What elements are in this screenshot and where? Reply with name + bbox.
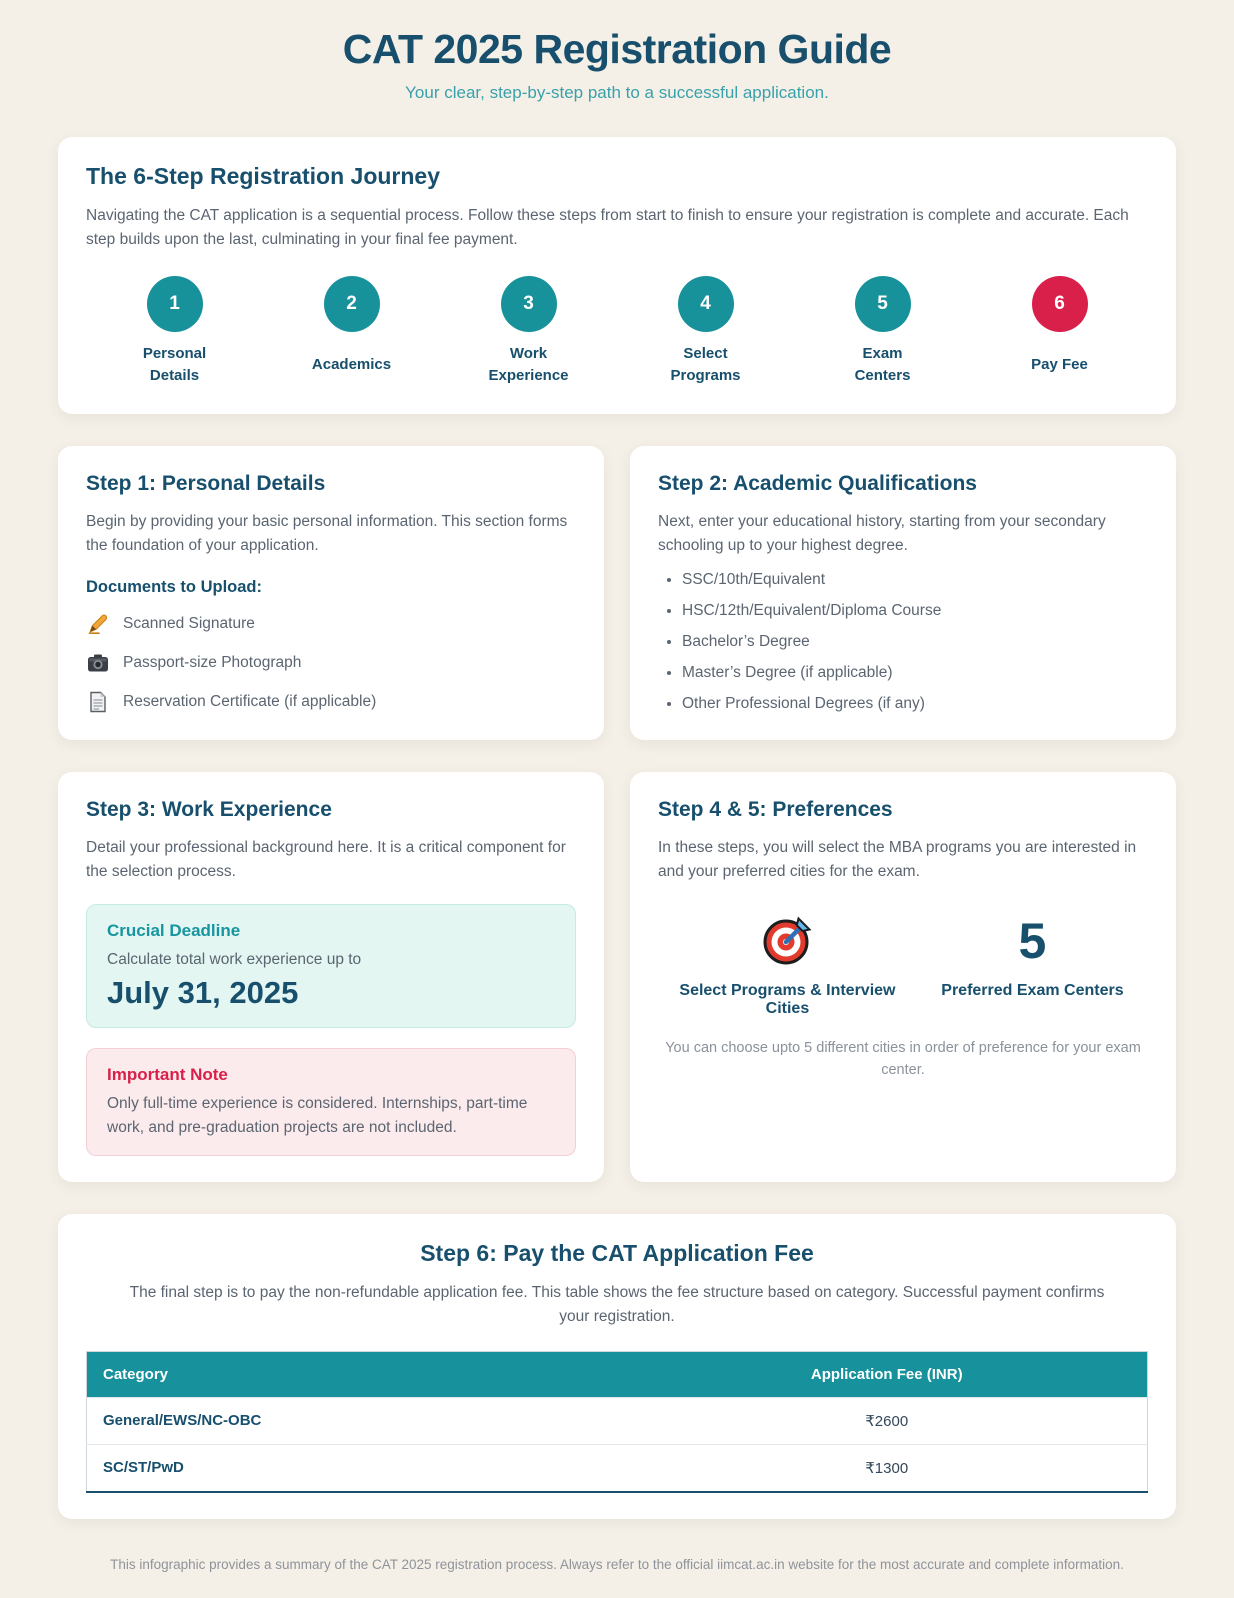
- document-item-photo: [86, 651, 576, 675]
- step-number-badge: 6: [1032, 276, 1088, 332]
- journey-step-1: [86, 276, 263, 388]
- exam-centers-label: Preferred Exam Centers: [941, 982, 1124, 1000]
- preferences-footnote: You can choose upto 5 different cities in order of preference for your exam center.: [665, 1040, 1141, 1078]
- deadline-title: Crucial Deadline: [107, 921, 241, 941]
- document-label: Reservation Certificate (if applicable): [123, 693, 377, 711]
- fee-cell: ₹1300: [626, 1444, 1147, 1492]
- journey-step-4: [617, 276, 794, 388]
- step3-description: Detail your professional background here. It is a critical component for the selection process.: [86, 839, 566, 881]
- footer-disclaimer: This infographic provides a summary of the CAT 2025 registration process. Always refer to the official iimcat.ac.in website for the most accurate and complete information.: [110, 1556, 1124, 1572]
- exam-centers-preference: [917, 912, 1148, 1018]
- page-subtitle: Your clear, step-by-step path to a successful application.: [405, 83, 829, 102]
- step2-heading: Step 2: Academic Qualifications: [658, 472, 977, 496]
- page-title: CAT 2025 Registration Guide: [342, 26, 892, 72]
- document-label: Scanned Signature: [123, 615, 255, 633]
- journey-step-3: [440, 276, 617, 388]
- qualification-item: • HSC/12th/Equivalent/Diploma Course: [682, 602, 1148, 620]
- journey-description: Navigating the CAT application is a sequential process. Follow these steps from start to finish to ensure your registration is complete and accurate. Each step builds upon the last, culminating in your final fee payment.: [86, 207, 1129, 249]
- programs-label: Select Programs & Interview Cities: [679, 982, 896, 1018]
- step1-heading: Step 1: Personal Details: [86, 472, 326, 496]
- exam-centers-count: 5: [1018, 913, 1047, 970]
- fee-table: [86, 1351, 1148, 1493]
- step-number-badge: 4: [678, 276, 734, 332]
- document-item-signature: [86, 612, 576, 636]
- deadline-text: Calculate total work experience up to: [107, 951, 362, 969]
- step45-heading: Step 4 & 5: Preferences: [658, 798, 893, 822]
- step2-card: [630, 446, 1176, 740]
- deadline-date: July 31, 2025: [107, 975, 299, 1011]
- document-label: Passport-size Photograph: [123, 654, 302, 672]
- document-icon: [86, 690, 110, 714]
- preferences-row: [658, 912, 1148, 1018]
- qualification-item: • Other Professional Degrees (if any): [682, 695, 1148, 713]
- step45-description: In these steps, you will select the MBA programs you are interested in and your preferred cities for the exam.: [658, 839, 1137, 881]
- step2-description: Next, enter your educational history, starting from your secondary schooling up to your highest degree.: [658, 513, 1106, 555]
- step1-subheading: Documents to Upload:: [86, 578, 262, 597]
- step6-heading: Step 6: Pay the CAT Application Fee: [420, 1239, 814, 1266]
- journey-step-6: [971, 276, 1148, 388]
- qualification-list: [658, 571, 1148, 713]
- document-item-certificate: [86, 690, 576, 714]
- step-label: Pay Fee: [1031, 356, 1088, 374]
- qualification-item: • Master’s Degree (if applicable): [682, 664, 1148, 682]
- journey-step-2: [263, 276, 440, 388]
- step3-heading: Step 3: Work Experience: [86, 798, 332, 822]
- journey-steps: [86, 276, 1148, 388]
- step-number-badge: 5: [855, 276, 911, 332]
- step-number-badge: 2: [324, 276, 380, 332]
- step-number-badge: 3: [501, 276, 557, 332]
- journey-card: [58, 137, 1176, 414]
- step-label: Exam Centers: [854, 345, 911, 385]
- category-cell: General/EWS/NC-OBC: [87, 1397, 627, 1444]
- important-note-callout: [86, 1048, 576, 1156]
- fee-column-header: Application Fee (INR): [626, 1351, 1147, 1397]
- step-label: Select Programs: [670, 345, 741, 385]
- category-column-header: Category: [87, 1351, 627, 1397]
- journey-step-5: [794, 276, 971, 388]
- signature-icon: [86, 612, 110, 636]
- category-cell: SC/ST/PwD: [87, 1444, 627, 1492]
- page-header: [0, 0, 1234, 103]
- fee-cell: ₹2600: [626, 1397, 1147, 1444]
- qualification-item: • SSC/10th/Equivalent: [682, 571, 1148, 589]
- target-icon: [759, 912, 815, 970]
- note-text: Only full-time experience is considered. Internships, part-time work, and pre-graduation projects are not included.: [107, 1095, 528, 1136]
- deadline-callout: [86, 904, 576, 1028]
- qualification-item: • Bachelor’s Degree: [682, 633, 1148, 651]
- step45-card: [630, 772, 1176, 1182]
- step1-description: Begin by providing your basic personal information. This section forms the foundation of your application.: [86, 513, 568, 555]
- step1-card: [58, 446, 604, 740]
- programs-preference: [658, 912, 917, 1018]
- step-number-badge: 1: [147, 276, 203, 332]
- step3-card: [58, 772, 604, 1182]
- step-label: Work Experience: [488, 345, 569, 385]
- journey-heading: The 6-Step Registration Journey: [86, 163, 441, 189]
- table-row: [87, 1444, 1148, 1492]
- table-row: [87, 1397, 1148, 1444]
- step-label: Personal Details: [142, 345, 207, 385]
- note-title: Important Note: [107, 1065, 228, 1085]
- camera-icon: [86, 651, 110, 675]
- fee-table-header-row: [87, 1351, 1148, 1397]
- step-label: Academics: [311, 356, 392, 374]
- step6-description: The final step is to pay the non-refundable application fee. This table shows the fee structure based on category. Successful payment confirms your registration.: [129, 1283, 1105, 1325]
- step6-card: [58, 1214, 1176, 1519]
